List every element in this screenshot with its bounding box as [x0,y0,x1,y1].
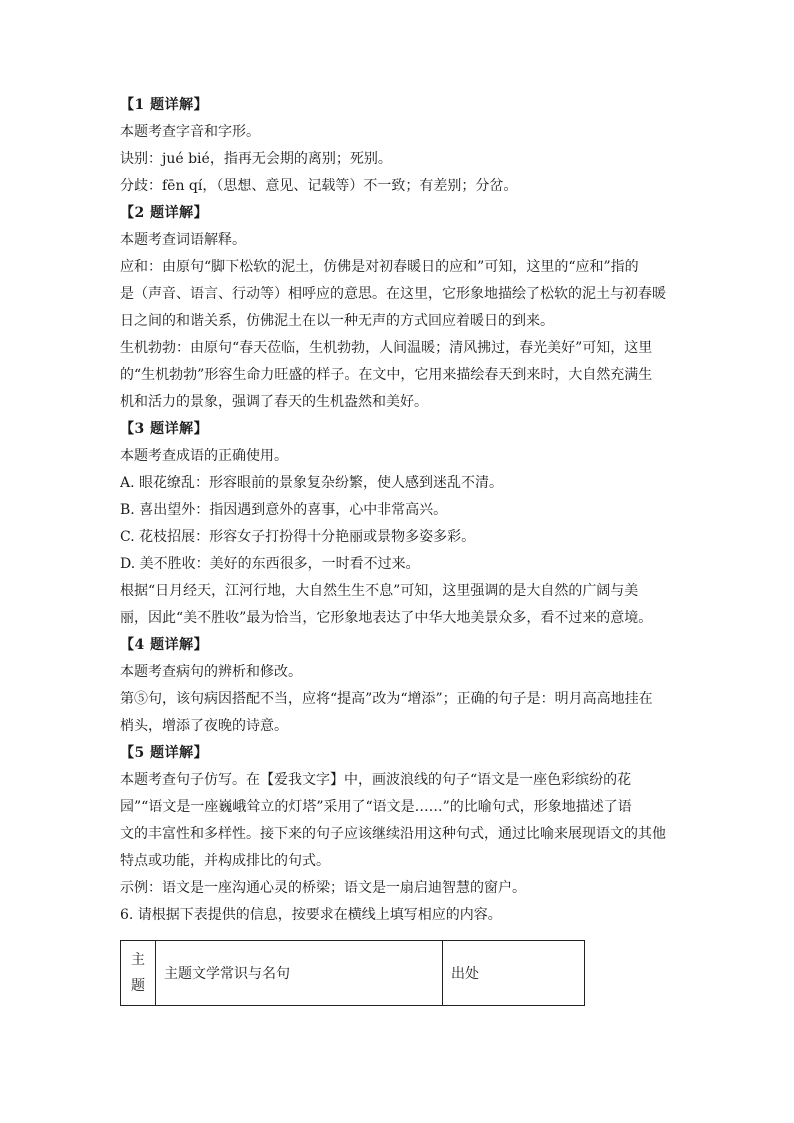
q5-body-line2: 园”“语文是一座巍峨耸立的灯塔”采用了“语文是……”的比喻句式，形象地描述了语 [120,799,632,815]
q2-para2-line1: 生机勃勃：由原句“春天莅临，生机勃勃，人间温暖；清风拂过，春光美好”可知，这里 [120,340,653,356]
q2-para1-line2: 是（声音、语言、行动等）相呼应的意思。在这里，它形象地描绘了松软的泥土与初春暖 [120,286,666,302]
q1-item2: 分歧：fēn qí，（思想、意见、记载等）不一致；有差别；分岔。 [120,178,518,194]
q3-heading: 【3 题详解】 [120,421,209,437]
table-cell-source: 出处 [443,941,585,1006]
info-table [120,940,585,1006]
q5-example: 示例：语文是一座沟通心灵的桥梁；语文是一扇启迪智慧的窗户。 [120,880,526,896]
table-row [121,941,585,1006]
q3-conclusion-line1: 根据“日月经天，江河行地，大自然生生不息”可知，这里强调的是大自然的广阔与美 [120,583,639,599]
q2-heading: 【2 题详解】 [120,205,209,221]
q3-option-c: C. 花枝招展：形容女子打扮得十分艳丽或景物多姿多彩。 [120,529,476,545]
q3-option-d: D. 美不胜收：美好的东西很多，一时看不过来。 [120,556,420,572]
table-cell-theme [121,941,156,1006]
q3-conclusion-line2: 丽，因此“美不胜收”最为恰当，它形象地表达了中华大地美景众多，看不过来的意境。 [120,610,653,626]
answer-explanations [120,92,680,929]
theme-char-1: 主 [131,952,145,968]
q5-body-line3: 文的丰富性和多样性。接下来的句子应该继续沿用这种句式，通过比喻来展现语文的其他 [120,826,666,842]
q3-option-b: B. 喜出望外：指因遇到意外的喜事，心中非常高兴。 [120,502,448,518]
q1-item1: 诀别：jué bié，指再无会期的离别；死别。 [120,151,392,167]
q2-para2-line2: 的“生机勃勃”形容生命力旺盛的样子。在文中，它用来描绘春天到来时，大自然充满生 [120,367,653,383]
q4-intro: 本题考查病句的辨析和修改。 [120,664,302,680]
q1-heading: 【1 题详解】 [120,97,209,113]
q6-prompt: 6. 请根据下表提供的信息，按要求在横线上填写相应的内容。 [120,907,502,923]
q5-body-line4: 特点或功能，并构成排比的句式。 [120,853,330,869]
q2-para1-line3: 日之间的和谐关系，仿佛泥土在以一种无声的方式回应着暖日的到来。 [120,313,554,329]
q3-option-a: A. 眼花缭乱：形容眼前的景象复杂纷繁，使人感到迷乱不清。 [120,475,504,491]
q3-intro: 本题考查成语的正确使用。 [120,448,288,464]
q4-body-line1: 第⑤句，该句病因搭配不当，应将“提高”改为“增添”；正确的句子是：明月高高地挂在 [120,691,653,707]
table-cell-topic: 主题文学常识与名句 [156,941,443,1006]
theme-char-2: 题 [131,978,145,994]
q4-heading: 【4 题详解】 [120,637,209,653]
q1-intro: 本题考查字音和字形。 [120,124,260,140]
q2-para2-line3: 机和活力的景象，强调了春天的生机盎然和美好。 [120,394,428,410]
q4-body-line2: 梢头，增添了夜晚的诗意。 [120,718,288,734]
q5-heading: 【5 题详解】 [120,745,209,761]
q2-intro: 本题考查词语解释。 [120,232,246,248]
q5-body-line1: 本题考查句子仿写。在【爱我文字】中，画波浪线的句子“语文是一座色彩缤纷的花 [120,772,632,788]
q2-para1-line1: 应和：由原句“脚下松软的泥土，仿佛是对初春暖日的应和”可知，这里的“应和”指的 [120,259,639,275]
